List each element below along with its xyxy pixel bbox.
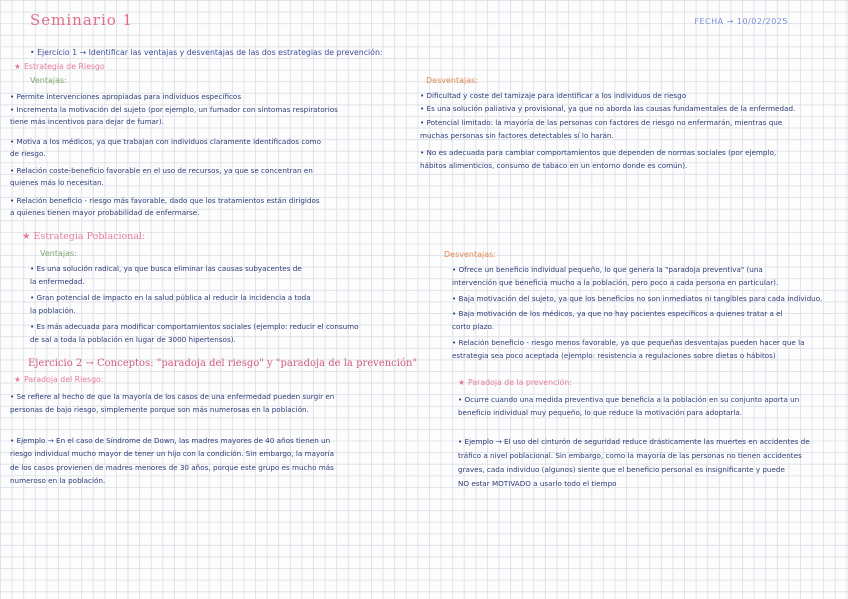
riesgo-strategy-label: Estrategia de Riesgo [24,62,105,71]
note-line: intervención que beneficia mucho a la población, pero poco a cada persona en particular). [452,278,779,287]
note-line: de riesgo. [10,149,46,158]
note-line: • Relación beneficio - riesgo menos favorable, ya que pequeñas desventajas pueden hacer que la [452,338,805,347]
note-line: la enfermedad. [30,277,85,286]
riesgo-strategy-heading [14,62,105,71]
note-line: • Dificultad y coste del tamizaje para identificar a los individuos de riesgo [420,91,687,100]
note-line: • Se refiere al hecho de que la mayoría de los casos de una enfermedad pueden surgir en [10,392,335,401]
desventajas-heading-2: Desventajas: [444,250,497,259]
poblacional-strategy-heading [22,232,145,241]
note-line: • Gran potencial de impacto en la salud pública al reducir la incidencia a toda [30,293,311,302]
exercise-1-heading: • Ejercicio 1 → Identificar las ventajas y desventajas de las dos estrategias de prevención: [30,48,383,57]
note-line: personas de bajo riesgo, simplemente porque son más numerosas en la población. [10,405,309,414]
note-line: • Es una solución paliativa y provisional, ya que no aborda las causas fundamentales de la enfermedad. [420,104,796,113]
ventajas-heading-2: Ventajas: [40,249,77,258]
note-line: • Ejemplo → El uso del cinturón de seguridad reduce drásticamente las muertes en accidentes de [458,437,810,446]
note-line: • Ofrece un beneficio individual pequeño, lo que genera la "paradoja preventiva" (una [452,265,763,274]
note-line: • Baja motivación de los médicos, ya que no hay pacientes específicos a quienes tratar a el [452,309,783,318]
note-line: de los casos provienen de madres menores de 30 años, porque este grupo es mucho más [10,463,334,472]
poblacional-strategy-label: Estrategia Poblacional: [33,231,146,242]
note-line: • Es más adecuada para modificar comportamientos sociales (ejemplo: reducir el consumo [30,322,359,331]
note-line: hábitos alimenticios, consumo de tabaco en un entorno donde es común). [420,161,688,170]
note-line: quienes más lo necesitan. [10,178,104,187]
note-line: estrategia sea poco aceptada (ejemplo: resistencia a regulaciones sobre dietas o hábitos) [452,351,776,360]
note-line: graves, cada individuo (algunos) siente que el beneficio personal es insignificante y puede [458,465,785,474]
paradoja-prevencion-heading [458,378,572,387]
page-title: Seminario 1 [30,11,134,29]
note-line: tiene más incentivos para dejar de fumar). [10,117,164,126]
star-icon: ★ [458,378,465,387]
note-line: a quienes tienen mayor probabilidad de enfermarse. [10,208,200,217]
note-line: • Ejemplo → En el caso de Síndrome de Down, las madres mayores de 40 años tienen un [10,436,331,445]
note-line: • Incrementa la motivación del sujeto (por ejemplo, un fumador con síntomas respiratorios [10,105,338,114]
paradoja-riesgo-heading [14,375,103,384]
star-icon: ★ [22,231,31,242]
note-line: • Relación beneficio - riesgo más favorable, dado que los tratamientos están dirigidos [10,196,320,205]
note-line: • Permite intervenciones apropiadas para individuos específicos [10,92,242,101]
date-label: FECHA → 10/02/2025 [694,17,788,26]
desventajas-heading-1: Desventajas: [426,76,479,85]
note-line: numeroso en la población. [10,476,106,485]
star-icon: ★ [14,62,21,71]
note-line: • Es una solución radical, ya que busca eliminar las causas subyacentes de [30,264,302,273]
note-line: tráfico a nivel poblacional. Sin embargo, como la mayoría de las personas no tienen accidentes [458,451,802,460]
note-line: muchas personas sin factores detectables sí lo harán. [420,131,614,140]
note-line: riesgo individual mucho mayor de tener un hijo con la condición. Sin embargo, la mayoría [10,449,334,458]
note-line: • Potencial limitado: la mayoría de las personas con factores de riesgo no enfermarán, mientras que [420,118,783,127]
note-line: beneficio individual muy pequeño, lo que reduce la motivación para adoptarla. [458,408,743,417]
note-line: NO estar MOTIVADO a usarlo todo el tiempo [458,479,617,488]
ventajas-heading-1: Ventajas: [30,76,67,85]
paradoja-prevencion-label: Paradoja de la prevención: [468,378,572,387]
note-line: • Motiva a los médicos, ya que trabajan con individuos claramente identificados como [10,137,322,146]
note-line: corto plazo. [452,322,495,331]
paradoja-riesgo-label: Paradoja del Riesgo: [24,375,104,384]
exercise-2-heading: Ejercicio 2 → Conceptos: "paradoja del riesgo" y "paradoja de la prevención" [28,358,418,369]
note-line: la población. [30,306,76,315]
note-line: • Baja motivación del sujeto, ya que los beneficios no son inmediatos ni tangibles para cada individuo. [452,294,823,303]
note-line: • Ocurre cuando una medida preventiva que beneficia a la población en su conjunto aporta un [458,395,800,404]
star-icon: ★ [14,375,21,384]
note-line: de sal a toda la población en lugar de 3000 hipertensos). [30,335,236,344]
note-line: • No es adecuada para cambiar comportamientos que dependen de normas sociales (por ejemplo, [420,148,777,157]
note-line: • Relación coste-beneficio favorable en el uso de recursos, ya que se concentran en [10,166,313,175]
